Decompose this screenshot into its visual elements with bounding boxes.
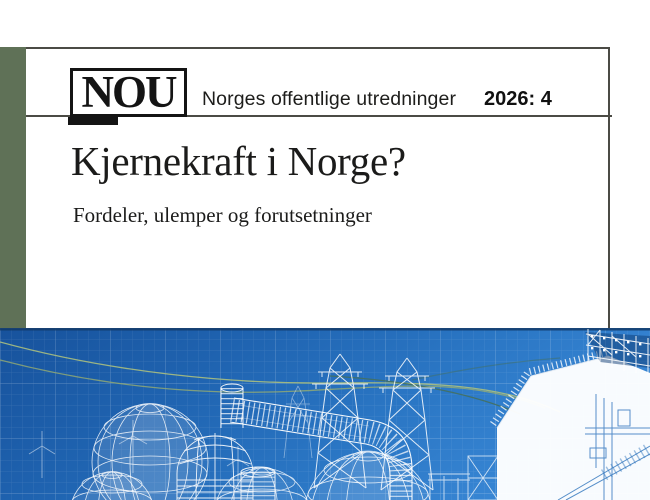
series-title: Norges offentlige utredninger xyxy=(202,88,457,110)
report-subtitle: Fordeler, ulemper og forutsetninger xyxy=(73,203,372,227)
nou-logo-box xyxy=(70,68,187,117)
left-green-stripe xyxy=(0,47,26,328)
blueprint-illustration xyxy=(0,328,650,500)
nou-logo: NOU xyxy=(81,67,176,118)
report-title: Kjernekraft i Norge? xyxy=(71,138,406,184)
nou-logo-underline xyxy=(68,117,118,125)
issue-number: 2026: 4 xyxy=(484,88,552,110)
blueprint-top-edge xyxy=(0,328,650,331)
masthead xyxy=(202,88,552,111)
